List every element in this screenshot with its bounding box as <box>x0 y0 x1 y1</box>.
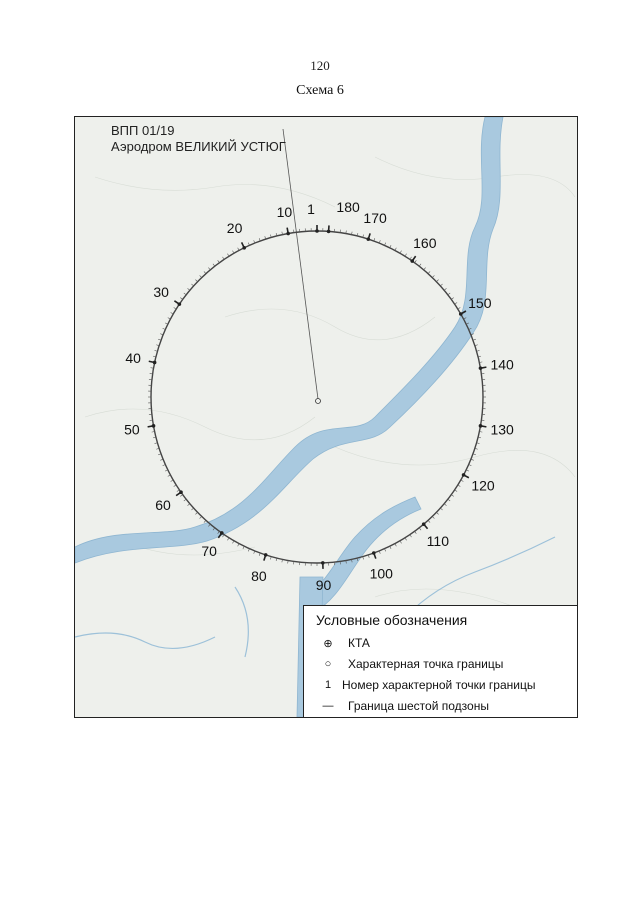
boundary-point-icon: ○ <box>324 658 332 670</box>
boundary-point-label: 120 <box>471 477 495 494</box>
boundary-point-label: 140 <box>490 356 514 373</box>
boundary-point-label: 10 <box>276 203 293 220</box>
legend-item-boundary-line <box>316 699 489 713</box>
boundary-point-label: 40 <box>125 349 141 366</box>
boundary-point-label: 50 <box>124 421 140 438</box>
boundary-line-icon: — <box>322 700 334 712</box>
boundary-point-label: 160 <box>413 234 437 251</box>
boundary-point-number-icon: 1 <box>324 679 332 691</box>
runway-label: ВПП 01/19 <box>111 123 175 138</box>
boundary-point-label: 20 <box>226 220 243 237</box>
boundary-point-label: 1 <box>307 201 315 217</box>
legend-item-label: КТА <box>348 636 370 650</box>
boundary-point-label: 170 <box>363 210 387 227</box>
kta-icon: ⊕ <box>323 637 333 650</box>
page-number: 120 <box>310 58 330 73</box>
boundary-point-label: 90 <box>315 576 332 593</box>
legend-item-kta <box>316 636 370 650</box>
boundary-point-label: 30 <box>153 283 169 300</box>
legend-item-label: Характерная точка границы <box>348 657 504 671</box>
boundary-point-label: 70 <box>201 543 217 560</box>
boundary-point-label: 100 <box>369 565 393 582</box>
legend-item-point-number <box>316 678 535 692</box>
aerodrome-label: Аэродром ВЕЛИКИЙ УСТЮГ <box>111 139 286 154</box>
legend-item-boundary-point <box>316 657 503 671</box>
boundary-point-label: 110 <box>426 533 450 550</box>
boundary-point-label: 130 <box>490 421 514 438</box>
boundary-point-label: 150 <box>468 295 492 311</box>
boundary-point-arrow <box>480 367 486 368</box>
legend-title: Условные обозначения <box>316 612 468 628</box>
boundary-point-arrow <box>480 426 486 427</box>
legend-item-label: Номер характерной точки границы <box>342 678 536 692</box>
boundary-point-label: 60 <box>155 496 171 513</box>
boundary-point-arrow <box>148 426 154 427</box>
scheme-title: Схема 6 <box>296 83 344 98</box>
boundary-point-label: 180 <box>336 199 360 215</box>
boundary-point-label: 80 <box>251 567 267 584</box>
boundary-point-arrow <box>287 228 288 234</box>
map-frame <box>74 116 578 718</box>
legend-item-label: Граница шестой подзоны <box>348 699 489 713</box>
legend <box>303 605 578 718</box>
